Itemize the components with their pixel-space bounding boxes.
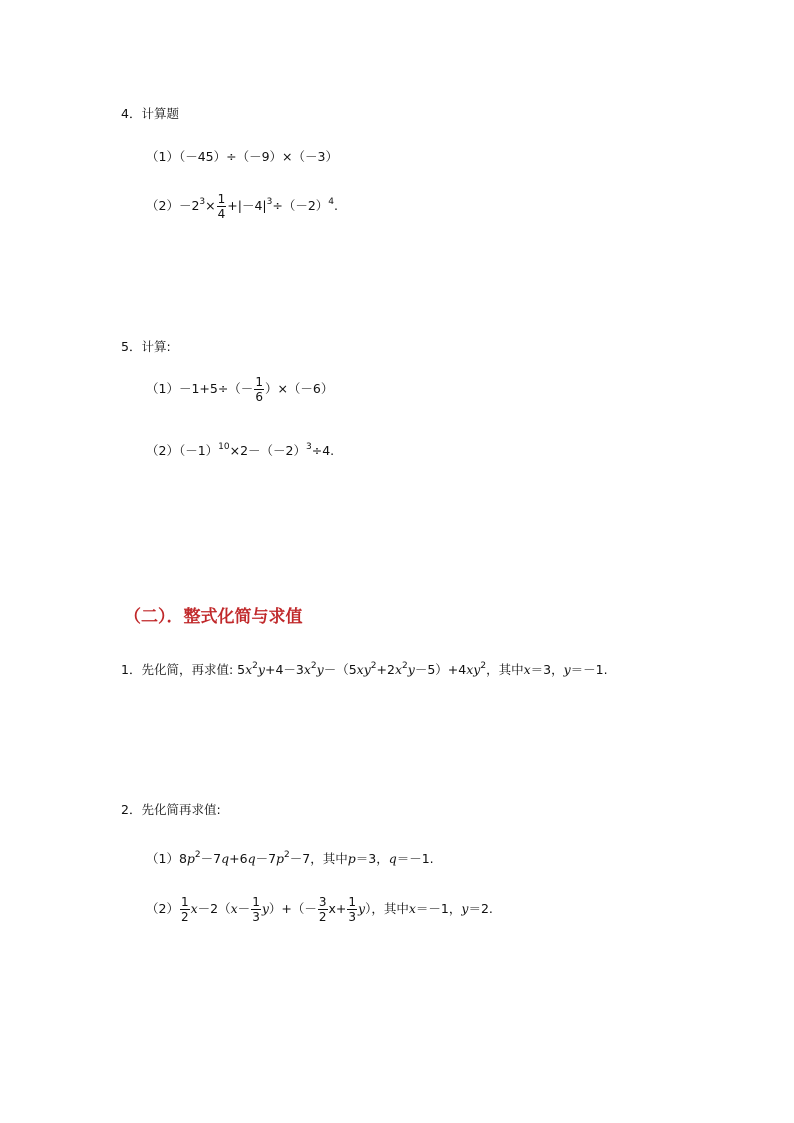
fraction-one-third: $\frac{1}{3}$ [252, 895, 260, 924]
section-heading: （二）．整式化简与求值 [124, 607, 303, 627]
fraction-three-halves: $\frac{3}{2}$ [318, 895, 327, 924]
problem-5-title: 5．计算: [121, 339, 171, 354]
problem-4-title: 4．计算题 [121, 106, 179, 121]
simplify-2-title: 2．先化简再求值: [121, 802, 221, 817]
simplify-1: 1．先化简，再求值: $5x^2y+4-3x^2y-(5xy^2+2x^2y-5)+4xy^2$，其中x＝3，y＝－1. [121, 661, 608, 677]
problem-5-part-1: （1）－1+5÷（－ $\frac{1}{6}$ ）×（－6） [146, 375, 334, 404]
fraction-one-third-b: $\frac{1}{3}$ [348, 895, 357, 924]
fraction-one-half: $\frac{1}{2}$ [180, 895, 189, 924]
problem-4-part-2: $(2)-2^3\times$ $\frac{1}{4}$ $+|-4|^3\div(-2)^4$. [146, 192, 339, 221]
fraction-one-quarter: $\frac{1}{4}$ [217, 192, 226, 221]
simplify-2-part-2: （2） $\frac{1}{2}$ x－2（x－ $\frac{1}{3}$ y）+（－ $\frac{3}{2}$ x+ $\frac{1}{3}$ y），其中x＝－1，y＝2. [146, 895, 493, 924]
problem-4-part-1: （1）（－45）÷（－9）×（－3） [146, 149, 338, 164]
problem-5-part-2: $(2)(-1)^{10}\times 2-(-2)^3\div 4$. [146, 442, 335, 458]
fraction-one-sixth: $\frac{1}{6}$ [255, 375, 263, 404]
simplify-2-part-1: $(1)8p^2-7q+6q-7p^2-7$，其中p＝3，q＝－1. [146, 850, 434, 866]
